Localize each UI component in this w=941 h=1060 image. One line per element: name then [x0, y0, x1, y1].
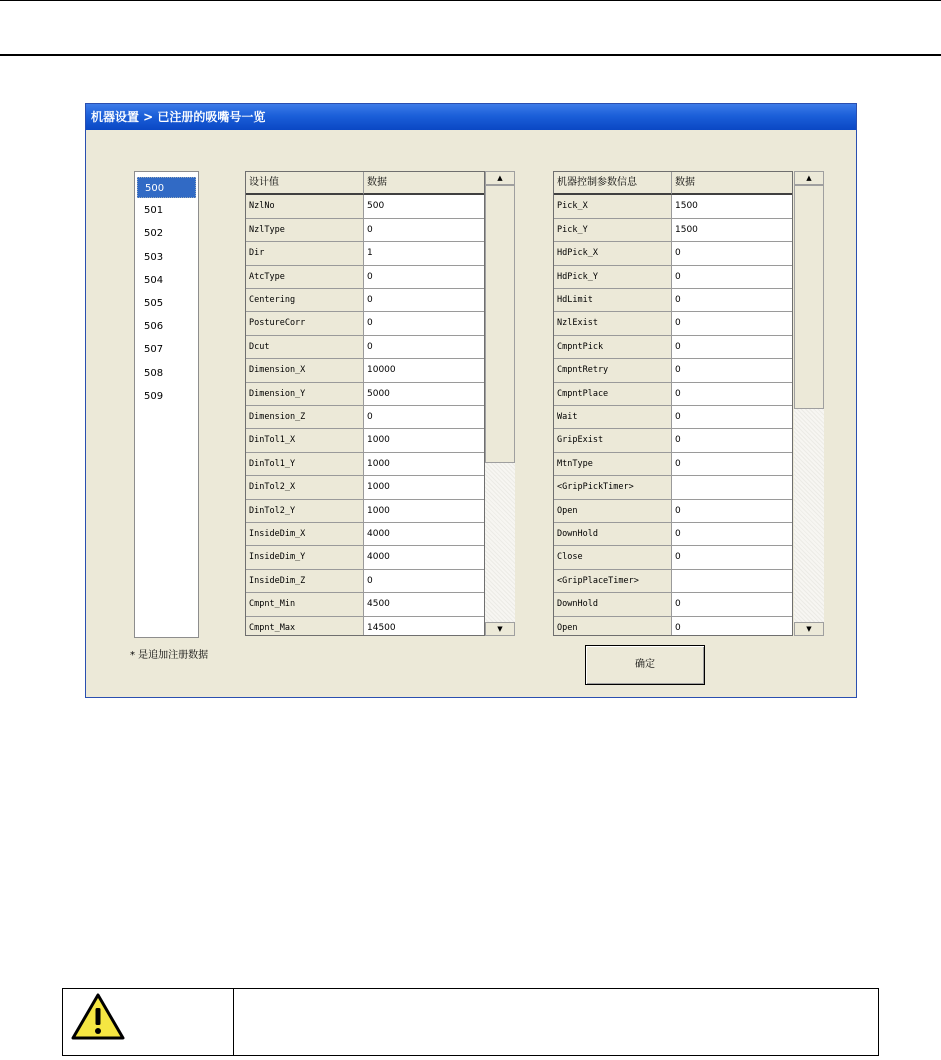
scroll-up-button[interactable]: ▲ — [794, 171, 824, 185]
param-value-cell[interactable]: 0 — [364, 570, 485, 593]
warning-icon — [70, 992, 126, 1042]
param-value-cell[interactable]: 500 — [364, 195, 485, 218]
param-name-cell: InsideDim_X — [246, 523, 364, 546]
scroll-down-button[interactable]: ▼ — [794, 622, 824, 636]
param-name-cell: CmpntPlace — [554, 383, 672, 406]
column-header-name[interactable]: 机器控制参数信息 — [554, 172, 672, 195]
param-name-cell: Pick_Y — [554, 219, 672, 242]
param-value-cell[interactable]: 1500 — [672, 219, 793, 242]
param-name-cell: Wait — [554, 406, 672, 429]
table-row[interactable] — [554, 289, 792, 312]
param-name-cell: <GripPlaceTimer> — [554, 570, 672, 593]
caution-box-divider — [233, 988, 234, 1056]
param-name-cell: MtnType — [554, 453, 672, 476]
param-name-cell: Dir — [246, 242, 364, 265]
param-name-cell: Dimension_Z — [246, 406, 364, 429]
table-row[interactable] — [554, 429, 792, 452]
param-value-cell[interactable]: 0 — [364, 406, 485, 429]
param-value-cell[interactable]: 0 — [672, 523, 793, 546]
caution-box — [62, 988, 879, 1056]
param-value-cell[interactable]: 0 — [672, 593, 793, 616]
table-row[interactable] — [554, 500, 792, 523]
param-value-cell[interactable]: 4500 — [364, 593, 485, 616]
param-name-cell: Open — [554, 500, 672, 523]
column-header-data[interactable]: 数据 — [364, 172, 485, 195]
table-row[interactable] — [246, 266, 484, 289]
table-row[interactable] — [246, 523, 484, 546]
nozzle-list-item[interactable]: 502 — [144, 228, 164, 240]
param-name-cell: DinTol2_Y — [246, 500, 364, 523]
param-name-cell: Close — [554, 546, 672, 569]
table-row[interactable] — [554, 593, 792, 616]
page-top-rule — [0, 0, 941, 1]
nozzle-list-item[interactable]: 504 — [144, 274, 164, 286]
machine-table-scrollbar[interactable] — [794, 171, 824, 636]
param-value-cell[interactable]: 0 — [364, 289, 485, 312]
table-row[interactable] — [554, 570, 792, 593]
table-row[interactable] — [246, 312, 484, 335]
table-row[interactable] — [554, 266, 792, 289]
param-value-cell[interactable]: 0 — [672, 336, 793, 359]
param-value-cell[interactable]: 10000 — [364, 359, 485, 382]
nozzle-list-item[interactable]: 509 — [144, 390, 164, 402]
scroll-thumb[interactable] — [794, 185, 824, 409]
scroll-down-button[interactable]: ▼ — [485, 622, 515, 636]
table-row[interactable] — [246, 500, 484, 523]
table-row[interactable] — [554, 242, 792, 265]
nozzle-list-item[interactable]: 506 — [144, 321, 164, 333]
param-name-cell: HdPick_X — [554, 242, 672, 265]
param-name-cell: DinTol1_X — [246, 429, 364, 452]
param-name-cell: GripExist — [554, 429, 672, 452]
table-row[interactable] — [246, 195, 484, 218]
table-row[interactable] — [554, 476, 792, 499]
confirm-button[interactable]: 确定 — [585, 645, 705, 685]
nozzle-number-list[interactable] — [134, 171, 199, 638]
param-name-cell: DownHold — [554, 523, 672, 546]
table-header-row — [554, 172, 792, 195]
nozzle-list-item[interactable]: 501 — [144, 205, 164, 217]
param-value-cell[interactable]: 0 — [672, 242, 793, 265]
table-row[interactable] — [554, 195, 792, 218]
table-row[interactable] — [246, 406, 484, 429]
table-row[interactable] — [554, 617, 792, 636]
table-row[interactable] — [246, 242, 484, 265]
table-row[interactable] — [554, 383, 792, 406]
param-value-cell[interactable]: 4000 — [364, 546, 485, 569]
table-row[interactable] — [554, 523, 792, 546]
param-value-cell[interactable]: 1000 — [364, 476, 485, 499]
table-row[interactable] — [554, 453, 792, 476]
param-name-cell: Cmpnt_Min — [246, 593, 364, 616]
param-value-cell[interactable]: 1000 — [364, 453, 485, 476]
nozzle-list-item[interactable]: 507 — [144, 344, 164, 356]
table-row[interactable] — [246, 570, 484, 593]
scroll-thumb[interactable] — [485, 185, 515, 463]
param-name-cell: Dcut — [246, 336, 364, 359]
table-row[interactable] — [554, 219, 792, 242]
table-row[interactable] — [246, 429, 484, 452]
table-row[interactable] — [554, 336, 792, 359]
param-value-cell[interactable]: 1500 — [672, 195, 793, 218]
table-row[interactable] — [246, 336, 484, 359]
param-name-cell: Dimension_X — [246, 359, 364, 382]
param-value-cell[interactable]: 0 — [672, 429, 793, 452]
param-name-cell: Centering — [246, 289, 364, 312]
column-header-data[interactable]: 数据 — [672, 172, 793, 195]
dialog-title: 机器设置 > 已注册的吸嘴号一览 — [86, 104, 856, 130]
param-name-cell: CmpntPick — [554, 336, 672, 359]
param-value-cell[interactable]: 0 — [672, 359, 793, 382]
param-value-cell[interactable]: 1000 — [364, 500, 485, 523]
table-row[interactable] — [246, 289, 484, 312]
nozzle-list-dialog — [85, 103, 857, 698]
param-name-cell: DinTol1_Y — [246, 453, 364, 476]
param-value-cell[interactable]: 0 — [672, 500, 793, 523]
param-name-cell: NzlNo — [246, 195, 364, 218]
param-value-cell[interactable] — [672, 570, 793, 593]
table-row[interactable] — [554, 406, 792, 429]
table-row[interactable] — [246, 593, 484, 616]
table-row[interactable] — [246, 383, 484, 406]
table-header-row — [246, 172, 484, 195]
param-value-cell[interactable]: 0 — [364, 219, 485, 242]
table-row[interactable] — [246, 453, 484, 476]
param-value-cell[interactable]: 0 — [672, 312, 793, 335]
param-value-cell[interactable]: 0 — [672, 546, 793, 569]
param-name-cell: NzlExist — [554, 312, 672, 335]
page-header-rule — [0, 54, 941, 56]
table-row[interactable] — [246, 359, 484, 382]
design-value-table[interactable] — [245, 171, 485, 636]
nozzle-list-item[interactable]: 500 — [137, 177, 196, 198]
param-value-cell[interactable]: 14500 — [364, 617, 485, 636]
table-row[interactable] — [246, 476, 484, 499]
nozzle-list-item[interactable]: 508 — [144, 367, 164, 379]
design-table-scrollbar[interactable] — [485, 171, 515, 636]
param-value-cell[interactable]: 0 — [672, 453, 793, 476]
param-name-cell: HdLimit — [554, 289, 672, 312]
param-value-cell[interactable]: 5000 — [364, 383, 485, 406]
param-name-cell: DownHold — [554, 593, 672, 616]
param-value-cell[interactable]: 0 — [672, 406, 793, 429]
param-name-cell: InsideDim_Y — [246, 546, 364, 569]
param-name-cell: AtcType — [246, 266, 364, 289]
param-name-cell: Open — [554, 617, 672, 636]
param-value-cell[interactable]: 0 — [672, 266, 793, 289]
table-row[interactable] — [246, 546, 484, 569]
param-value-cell[interactable]: 4000 — [364, 523, 485, 546]
param-name-cell: CmpntRetry — [554, 359, 672, 382]
column-header-name[interactable]: 设计值 — [246, 172, 364, 195]
table-row[interactable] — [246, 617, 484, 636]
param-name-cell: Dimension_Y — [246, 383, 364, 406]
param-name-cell: InsideDim_Z — [246, 570, 364, 593]
param-value-cell[interactable]: 0 — [672, 383, 793, 406]
machine-control-params-table[interactable] — [553, 171, 793, 636]
param-value-cell[interactable]: 1000 — [364, 429, 485, 452]
append-registration-note: * 是追加注册数据 — [130, 650, 209, 661]
table-row[interactable] — [554, 546, 792, 569]
param-name-cell: Cmpnt_Max — [246, 617, 364, 636]
param-name-cell: <GripPickTimer> — [554, 476, 672, 499]
nozzle-list-item[interactable]: 503 — [144, 251, 164, 263]
param-value-cell[interactable]: 1 — [364, 242, 485, 265]
param-name-cell: HdPick_Y — [554, 266, 672, 289]
param-name-cell: NzlType — [246, 219, 364, 242]
table-row[interactable] — [554, 359, 792, 382]
param-value-cell[interactable] — [672, 476, 793, 499]
param-name-cell: DinTol2_X — [246, 476, 364, 499]
param-value-cell[interactable]: 0 — [672, 289, 793, 312]
nozzle-list-item[interactable]: 505 — [144, 298, 164, 309]
param-name-cell: Pick_X — [554, 195, 672, 218]
param-value-cell[interactable]: 0 — [364, 266, 485, 289]
table-row[interactable] — [246, 219, 484, 242]
scroll-up-button[interactable]: ▲ — [485, 171, 515, 185]
table-row[interactable] — [554, 312, 792, 335]
param-name-cell: PostureCorr — [246, 312, 364, 335]
param-value-cell[interactable]: 0 — [364, 312, 485, 335]
param-value-cell[interactable]: 0 — [364, 336, 485, 359]
param-value-cell[interactable]: 0 — [672, 617, 793, 636]
